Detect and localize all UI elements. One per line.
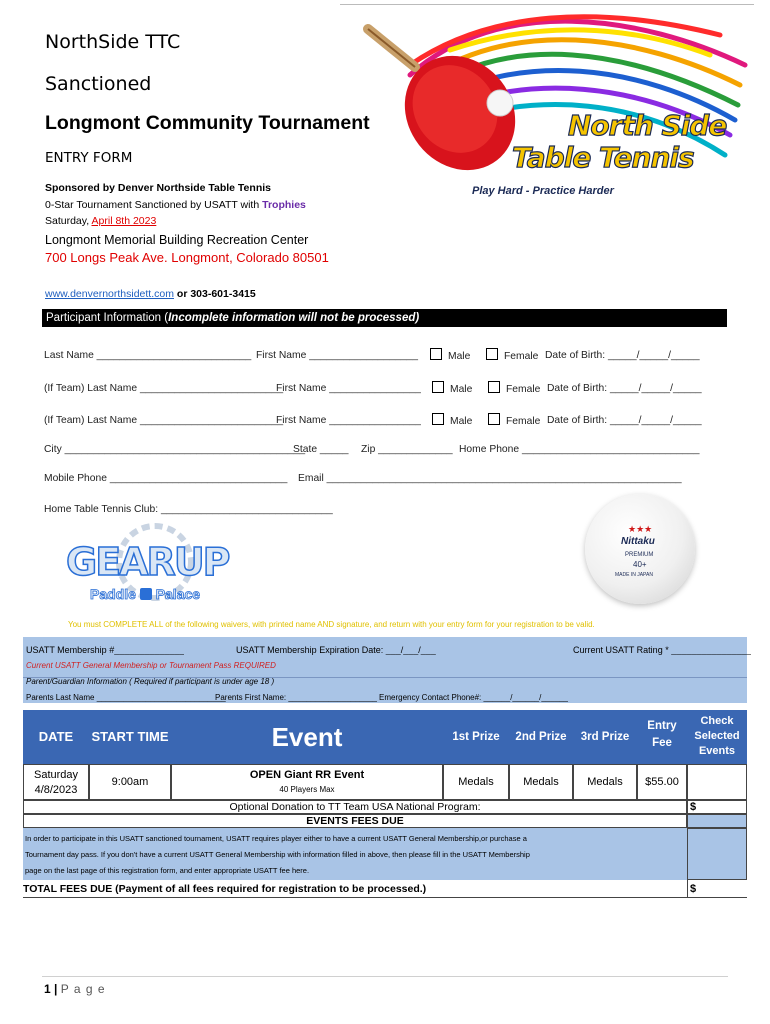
- membership-note-line1: In order to participate in this USATT sanctioned tournament, USATT requires player either to have a current USATT General Membership,or purchase a: [25, 834, 527, 843]
- event-second-prize: Medals: [509, 764, 573, 800]
- northside-logo: [340, 4, 754, 211]
- col-entry-fee: [637, 710, 687, 764]
- col-start-time: START TIME: [89, 710, 171, 764]
- gearup-sub-b: Palace: [155, 586, 201, 602]
- membership-note-line3: page on the last page of this registration form, and enter appropriate USATT fee here.: [25, 866, 310, 875]
- female-option-1[interactable]: [486, 348, 538, 362]
- trophies-text: Trophies: [262, 199, 306, 211]
- nittaku-ball: [585, 494, 695, 604]
- logo-graphic: [340, 5, 754, 211]
- team-last-name-field-2[interactable]: (If Team) Last Name _________________________: [44, 415, 284, 426]
- col-event: Event: [171, 710, 443, 764]
- male-checkbox-1[interactable]: [430, 348, 442, 360]
- male-label-2: Male: [450, 384, 473, 395]
- zip-field[interactable]: Zip _____________: [361, 444, 453, 455]
- col-check-events: [687, 710, 747, 764]
- donation-amount[interactable]: $: [687, 800, 747, 814]
- male-option-2[interactable]: [432, 381, 472, 395]
- guardian-label: Parent/Guardian Information ( Required if participant is under age 18 ): [26, 677, 275, 686]
- tournament-title: Longmont Community Tournament: [45, 112, 370, 134]
- last-name-field[interactable]: Last Name ___________________________: [44, 350, 252, 361]
- website-link[interactable]: www.denvernorthsidett.com: [45, 288, 174, 300]
- tournament-date: April 8th 2023: [91, 215, 157, 227]
- form-title: ENTRY FORM: [45, 150, 133, 166]
- col-first-prize: 1st Prize: [443, 710, 509, 764]
- event-third-prize: Medals: [573, 764, 637, 800]
- event-max: 40 Players Max: [279, 785, 335, 794]
- fees-table: [23, 637, 752, 899]
- ball-grade: PREMIUM: [625, 552, 654, 558]
- male-option-3[interactable]: [432, 413, 472, 427]
- event-select-box[interactable]: [687, 764, 747, 800]
- event-name: OPEN Giant RR Event: [249, 769, 365, 781]
- total-fees-label: TOTAL FEES DUE (Payment of all fees required for registration to be processed.): [23, 880, 687, 898]
- membership-field[interactable]: USATT Membership #______________: [26, 645, 185, 655]
- membership-note: [23, 828, 687, 880]
- female-checkbox-1[interactable]: [486, 348, 498, 360]
- membership-row: [23, 637, 747, 677]
- parents-first-field[interactable]: Parents First Name: ____________________: [215, 693, 378, 702]
- org-title: NorthSide TTC: [45, 31, 181, 53]
- check-line1: Check: [700, 715, 734, 727]
- event-first-prize: Medals: [443, 764, 509, 800]
- male-label-1: Male: [448, 351, 471, 362]
- female-option-2[interactable]: [488, 381, 540, 395]
- page-footer: [44, 982, 106, 996]
- event-fee: $55.00: [637, 764, 687, 800]
- dob-field-1[interactable]: Date of Birth: _____/_____/_____: [545, 350, 700, 361]
- female-label-3: Female: [506, 416, 541, 427]
- sanction-title: Sanctioned: [45, 73, 152, 95]
- female-label-2: Female: [506, 384, 541, 395]
- event-date-day: Saturday: [33, 769, 79, 781]
- events-fees-due-label: EVENTS FEES DUE: [23, 814, 687, 828]
- event-date: [23, 764, 89, 800]
- male-checkbox-2[interactable]: [432, 381, 444, 393]
- logo-line1: North Side: [568, 109, 727, 142]
- events-fees-due-amount[interactable]: [687, 814, 747, 828]
- gearup-logo: [60, 522, 250, 608]
- waiver-note: You must COMPLETE ALL of the following waivers, with printed name AND signature, and return with your entry form for your registration to be valid.: [68, 620, 595, 629]
- ball-stars: ★★★: [628, 524, 653, 534]
- date-line: [45, 215, 156, 227]
- donation-label: Optional Donation to TT Team USA National Program:: [23, 800, 687, 814]
- ball-brand: Nittaku: [621, 536, 655, 547]
- gearup-sub: [90, 586, 200, 602]
- col-third-prize: 3rd Prize: [573, 710, 637, 764]
- page-number: 1: [44, 982, 51, 996]
- participant-info-warning: Incomplete information will not be processed): [168, 312, 420, 324]
- club-field[interactable]: Home Table Tennis Club: ______________________________: [44, 504, 333, 515]
- rating-field[interactable]: Current USATT Rating * ________________: [573, 645, 752, 655]
- membership-required: Current USATT General Membership or Tournament Pass REQUIRED: [26, 661, 276, 670]
- ball-made: MADE IN JAPAN: [615, 572, 653, 578]
- entry-fee-line2: Fee: [652, 737, 672, 749]
- col-date: DATE: [23, 710, 89, 764]
- participant-info-bar: [42, 309, 727, 327]
- female-checkbox-2[interactable]: [488, 381, 500, 393]
- dob-field-2[interactable]: Date of Birth: _____/_____/_____: [547, 383, 702, 394]
- sanction-line: [45, 199, 306, 211]
- state-field[interactable]: State _____: [293, 444, 349, 455]
- city-field[interactable]: City __________________________________________: [44, 444, 306, 455]
- parents-last-field[interactable]: Parents Last Name _____________________________: [26, 693, 226, 702]
- total-fees-amount[interactable]: $: [687, 880, 747, 898]
- contact-line: [45, 288, 256, 300]
- col-second-prize: 2nd Prize: [509, 710, 573, 764]
- male-label-3: Male: [450, 416, 473, 427]
- event-date-value: 4/8/2023: [34, 784, 78, 796]
- event-name-cell: [171, 764, 443, 800]
- email-field[interactable]: Email ______________________________________________________________: [298, 473, 682, 484]
- entry-fee-line1: Entry: [647, 720, 677, 732]
- event-start-time: 9:00am: [89, 764, 171, 800]
- phone-text: or 303-601-3415: [173, 288, 256, 300]
- paddle-icon: [140, 588, 152, 600]
- mobile-phone-field[interactable]: Mobile Phone _______________________________: [44, 473, 288, 484]
- sponsor-line: Sponsored by Denver Northside Table Tennis: [45, 182, 271, 194]
- female-label-1: Female: [504, 351, 539, 362]
- emergency-field[interactable]: Emergency Contact Phone#: ______/______/______: [379, 693, 569, 702]
- male-option-1[interactable]: [430, 348, 470, 362]
- team-last-name-field-1[interactable]: (If Team) Last Name _________________________: [44, 383, 284, 394]
- logo-slogan: Play Hard - Practice Harder: [472, 185, 614, 197]
- female-checkbox-3[interactable]: [488, 413, 500, 425]
- gearup-brand: GEARUP: [66, 540, 229, 584]
- membership-fee-box[interactable]: [687, 828, 747, 880]
- gearup-sub-a: Paddle: [90, 586, 136, 602]
- date-prefix: Saturday,: [45, 215, 92, 227]
- team-first-name-field-2[interactable]: First Name ________________: [276, 415, 421, 426]
- sanction-line-text: 0-Star Tournament Sanctioned by USATT with: [45, 199, 263, 211]
- venue-line: Longmont Memorial Building Recreation Center: [45, 233, 309, 247]
- check-line3: Events: [698, 745, 736, 757]
- logo-line2: Table Tennis: [512, 141, 694, 174]
- home-phone-field[interactable]: Home Phone _______________________________: [459, 444, 700, 455]
- check-line2: Selected: [694, 730, 740, 742]
- expiration-field[interactable]: USATT Membership Expiration Date: ___/___/___: [236, 645, 436, 655]
- page-label: P a g e: [60, 982, 106, 996]
- participant-info-title: Participant Information (: [46, 312, 169, 324]
- female-option-3[interactable]: [488, 413, 540, 427]
- membership-note-line2: Tournament day pass. If you don't have a current USATT General Membership with information filled in above, then please fill in the USATT Membership: [25, 850, 530, 859]
- footer-rule: [42, 976, 728, 977]
- dob-field-3[interactable]: Date of Birth: _____/_____/_____: [547, 415, 702, 426]
- team-first-name-field-1[interactable]: First Name ________________: [276, 383, 421, 394]
- ball-size: 40+: [633, 560, 647, 569]
- address-line: 700 Longs Peak Ave. Longmont, Colorado 80501: [45, 250, 329, 265]
- first-name-field[interactable]: First Name ___________________: [256, 350, 419, 361]
- page-sep: |: [50, 982, 61, 996]
- male-checkbox-3[interactable]: [432, 413, 444, 425]
